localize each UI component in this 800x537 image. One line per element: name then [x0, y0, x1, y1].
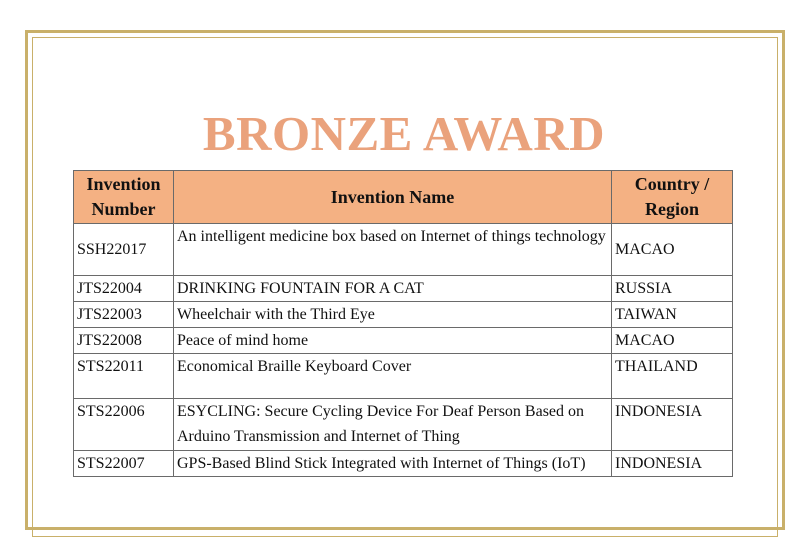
- cell-invention-name: Wheelchair with the Third Eye: [174, 302, 612, 328]
- table-row: [74, 276, 733, 302]
- cell-country: TAIWAN: [612, 302, 733, 328]
- cell-country: RUSSIA: [612, 276, 733, 302]
- cell-invention-name: Economical Braille Keyboard Cover: [174, 354, 612, 399]
- table-row: [74, 451, 733, 477]
- cell-country: INDONESIA: [612, 399, 733, 451]
- awards-table: [73, 170, 733, 477]
- cell-invention-number: STS22011: [74, 354, 174, 399]
- cell-invention-name: An intelligent medicine box based on Internet of things technology: [174, 224, 612, 276]
- header-invention-number: Invention Number: [74, 171, 174, 224]
- cell-country: THAILAND: [612, 354, 733, 399]
- cell-invention-number: JTS22004: [74, 276, 174, 302]
- cell-invention-name: Peace of mind home: [174, 328, 612, 354]
- cell-country: INDONESIA: [612, 451, 733, 477]
- cell-invention-number: JTS22003: [74, 302, 174, 328]
- cell-invention-number: SSH22017: [74, 224, 174, 276]
- cell-invention-name: GPS-Based Blind Stick Integrated with Internet of Things (IoT): [174, 451, 612, 477]
- table-row: [74, 354, 733, 399]
- table-row: [74, 302, 733, 328]
- cell-invention-name: ESYCLING: Secure Cycling Device For Deaf Person Based on Arduino Transmission and Internet of Thing: [174, 399, 612, 451]
- cell-invention-number: JTS22008: [74, 328, 174, 354]
- table-row: [74, 328, 733, 354]
- cell-invention-number: STS22006: [74, 399, 174, 451]
- cell-country: MACAO: [612, 328, 733, 354]
- table-row: [74, 224, 733, 276]
- header-invention-name: Invention Name: [174, 171, 612, 224]
- cell-country: MACAO: [612, 224, 733, 276]
- award-title: BRONZE AWARD: [202, 106, 606, 161]
- table-row: [74, 399, 733, 451]
- cell-invention-number: STS22007: [74, 451, 174, 477]
- table-header-row: [74, 171, 733, 224]
- cell-invention-name: DRINKING FOUNTAIN FOR A CAT: [174, 276, 612, 302]
- header-country-region: Country / Region: [612, 171, 733, 224]
